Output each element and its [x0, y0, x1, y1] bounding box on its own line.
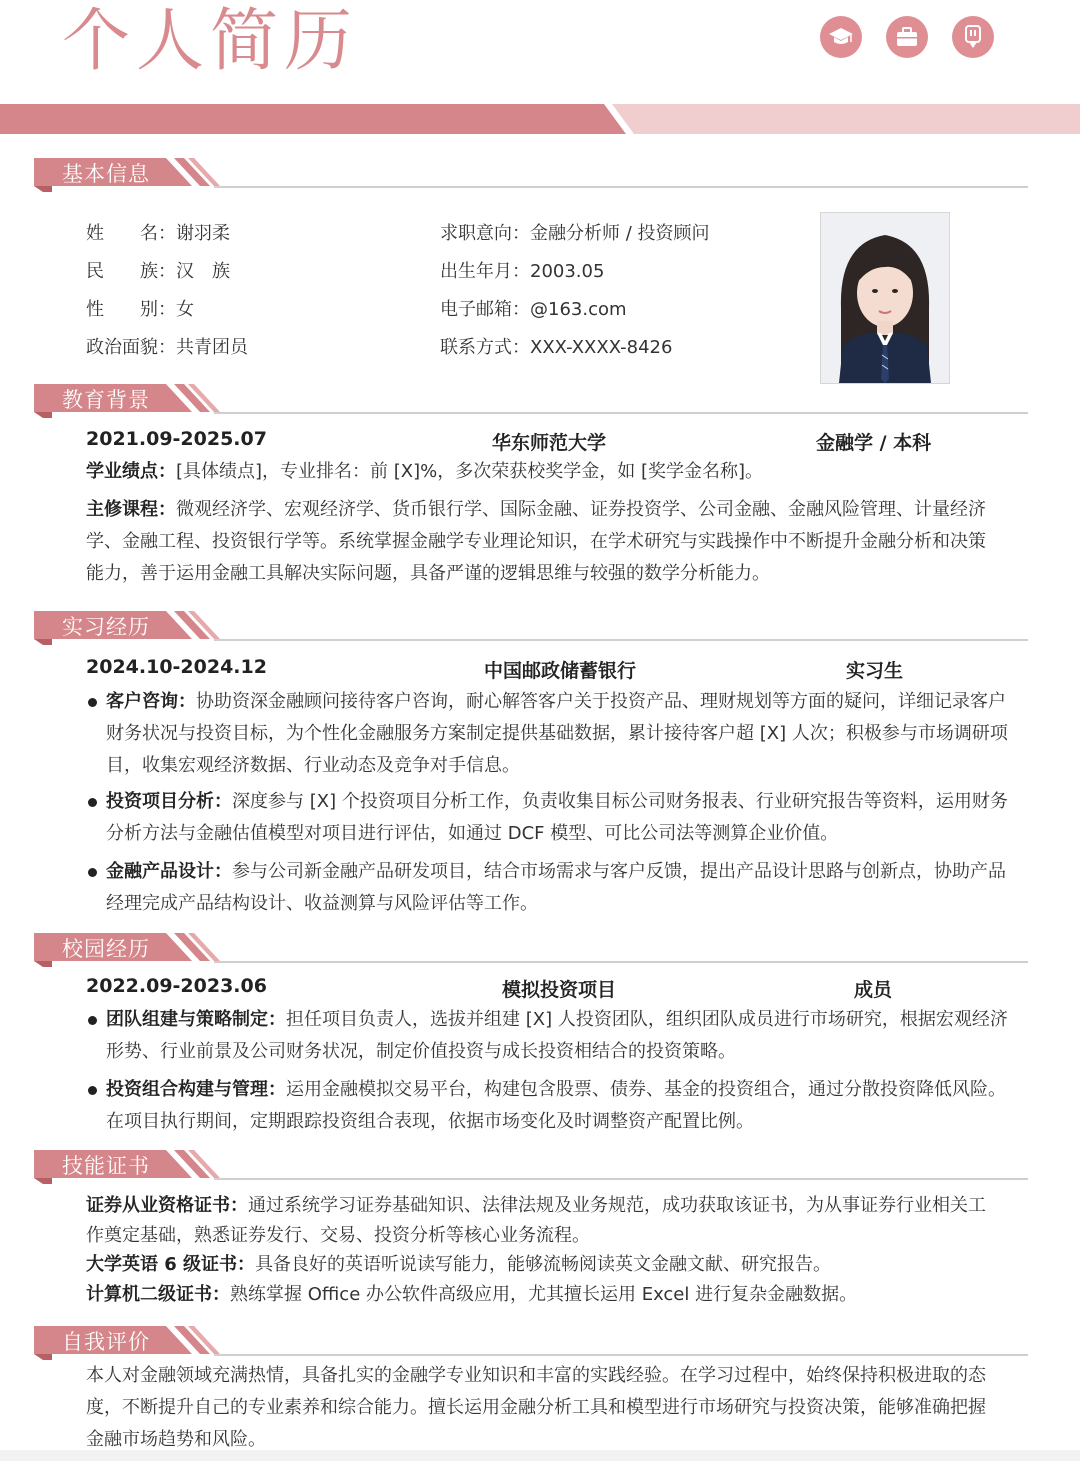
courses-label: 主修课程： — [86, 499, 176, 520]
politics-label: 政治面貌： — [86, 337, 176, 358]
internship-period: 2024.10-2024.12 — [86, 656, 267, 678]
section-divider — [214, 412, 1028, 414]
birth-row — [440, 260, 604, 284]
ethnicity-label: 民 族： — [86, 261, 176, 282]
header-icons — [820, 16, 994, 58]
section-title: 基本信息 — [62, 162, 150, 186]
section-title: 自我评价 — [62, 1330, 150, 1354]
skill-text: 通过系统学习证券基础知识、法律法规及业务规范，成功获取该证书，为从事证券行业相关工作奠定基础，熟悉证券发行、交易、投资分析等核心业务流程。 — [86, 1195, 986, 1246]
politics-value: 共青团员 — [176, 337, 248, 358]
section-divider — [214, 1354, 1028, 1356]
politics-row — [86, 336, 248, 360]
section-title: 教育背景 — [62, 388, 150, 412]
item-label: 团队组建与策略制定： — [106, 1009, 286, 1030]
phone-label: 联系方式： — [440, 337, 530, 358]
ethnicity-value: 汉 族 — [176, 261, 230, 282]
name-label: 姓 名： — [86, 223, 176, 244]
briefcase-icon — [886, 16, 928, 58]
section-title: 实习经历 — [62, 615, 150, 639]
education-courses — [86, 494, 1002, 590]
birth-value: 2003.05 — [530, 261, 605, 282]
skill-item — [86, 1280, 1002, 1310]
self-evaluation-text: 本人对金融领域充满热情，具备扎实的金融学专业知识和丰富的实践经验。在学习过程中，始终保持积极进取的态度，不断提升自己的专业素养和综合能力。擅长运用金融分析工具和模型进行市场研究与投资决策，能够准确把握金融市场趋势和风险。 — [86, 1365, 986, 1450]
name-value: 谢羽柔 — [176, 223, 230, 244]
item-label: 投资组合构建与管理： — [106, 1079, 286, 1100]
item-text: 参与公司新金融产品研发项目，结合市场需求与客户反馈，提出产品设计思路与创新点，协助产品经理完成产品结构设计、收益测算与风险评估等工作。 — [106, 861, 1006, 914]
certificate-icon — [952, 16, 994, 58]
campus-summary-row — [86, 975, 998, 1001]
item-label: 金融产品设计： — [106, 861, 232, 882]
email-label: 电子邮箱： — [440, 299, 530, 320]
section-divider — [214, 639, 1028, 641]
job-label: 求职意向： — [440, 223, 530, 244]
graduation-cap-icon — [820, 16, 862, 58]
skill-label: 大学英语 6 级证书： — [86, 1254, 256, 1275]
campus-role: 成员 — [854, 979, 893, 1001]
section-header-self — [34, 1326, 1028, 1360]
job-row — [440, 222, 710, 246]
campus-item — [86, 1004, 1022, 1068]
section-divider — [214, 1178, 1028, 1180]
internship-summary-row — [86, 656, 998, 682]
birth-label: 出生年月： — [440, 261, 530, 282]
email-row — [440, 298, 627, 322]
email-value[interactable]: @163.com — [530, 299, 627, 320]
gender-value: 女 — [176, 299, 194, 320]
section-header-internship — [34, 611, 1028, 645]
education-grades — [86, 456, 1002, 488]
education-summary-row — [86, 428, 998, 454]
item-text: 深度参与 [X] 个投资项目分析工作，负责收集目标公司财务报表、行业研究报告等资料，运用财务分析方法与金融估值模型对项目进行评估，如通过 DCF 模型、可比公司法等测算企业价值。 — [106, 791, 1008, 844]
bottom-strip — [0, 1450, 1080, 1461]
section-header-campus — [34, 933, 1028, 967]
section-divider — [214, 186, 1028, 188]
section-divider — [214, 961, 1028, 963]
item-text: 运用金融模拟交易平台，构建包含股票、债券、基金的投资组合，通过分散投资降低风险。在项目执行期间，定期跟踪投资组合表现，依据市场变化及时调整资产配置比例。 — [106, 1079, 1006, 1132]
skill-item — [86, 1191, 1002, 1251]
internship-item — [86, 856, 1022, 920]
page-title: 个人简历 — [62, 2, 359, 81]
phone-value: XXX-XXXX-8426 — [530, 337, 673, 358]
campus-period: 2022.09-2023.06 — [86, 975, 267, 997]
grades-label: 学业绩点： — [86, 461, 176, 482]
item-text: 担任项目负责人，选拔并组建 [X] 人投资团队，组织团队成员进行市场研究，根据宏观经济形势、行业前景及公司财务状况，制定价值投资与成长投资相结合的投资策略。 — [106, 1009, 1008, 1062]
item-text: 协助资深金融顾问接待客户咨询，耐心解答客户关于投资产品、理财规划等方面的疑问，详细记录客户财务状况与投资目标，为个性化金融服务方案制定提供基础数据，累计接待客户超 [X] 人次；积极参与市场调研项目，收集宏观经济数据、行业动态及竞争对手信息。 — [106, 691, 1008, 776]
internship-role: 实习生 — [846, 660, 904, 682]
internship-item — [86, 786, 1022, 850]
name-row — [86, 222, 230, 246]
phone-row — [440, 336, 672, 360]
internship-org: 中国邮政储蓄银行 — [484, 660, 637, 682]
campus-item — [86, 1074, 1022, 1138]
education-major: 金融学 / 本科 — [816, 432, 932, 454]
section-header-education — [34, 384, 1028, 418]
section-header-skills — [34, 1150, 1028, 1184]
skill-label: 计算机二级证书： — [86, 1284, 230, 1305]
skill-label: 证券从业资格证书： — [86, 1195, 248, 1216]
education-school: 华东师范大学 — [492, 432, 607, 454]
item-label: 投资项目分析： — [106, 791, 232, 812]
gender-row — [86, 298, 194, 322]
job-value: 金融分析师 / 投资顾问 — [530, 223, 710, 244]
profile-photo — [820, 212, 950, 384]
section-title: 技能证书 — [62, 1154, 150, 1178]
skill-item — [86, 1250, 1002, 1280]
section-header-basic — [34, 158, 1028, 192]
ethnicity-row — [86, 260, 230, 284]
grades-text: [具体绩点]，专业排名：前 [X]%，多次荣获校奖学金，如 [奖学金名称]。 — [176, 461, 764, 482]
courses-text: 微观经济学、宏观经济学、货币银行学、国际金融、证券投资学、公司金融、金融风险管理、计量经济学、金融工程、投资银行学等。系统掌握金融学专业理论知识，在学术研究与实践操作中不断提升金融分析和决策能力，善于运用金融工具解决实际问题，具备严谨的逻辑思维与较强的数学分析能力。 — [86, 499, 986, 584]
education-period: 2021.09-2025.07 — [86, 428, 267, 450]
skill-text: 熟练掌握 Office 办公软件高级应用，尤其擅长运用 Excel 进行复杂金融数据。 — [230, 1284, 858, 1305]
header-band — [0, 104, 1080, 134]
campus-org: 模拟投资项目 — [502, 979, 617, 1001]
skill-text: 具备良好的英语听说读写能力，能够流畅阅读英文金融文献、研究报告。 — [255, 1254, 832, 1275]
internship-item — [86, 686, 1022, 782]
gender-label: 性 别： — [86, 299, 176, 320]
section-title: 校园经历 — [62, 937, 150, 961]
item-label: 客户咨询： — [106, 691, 196, 712]
